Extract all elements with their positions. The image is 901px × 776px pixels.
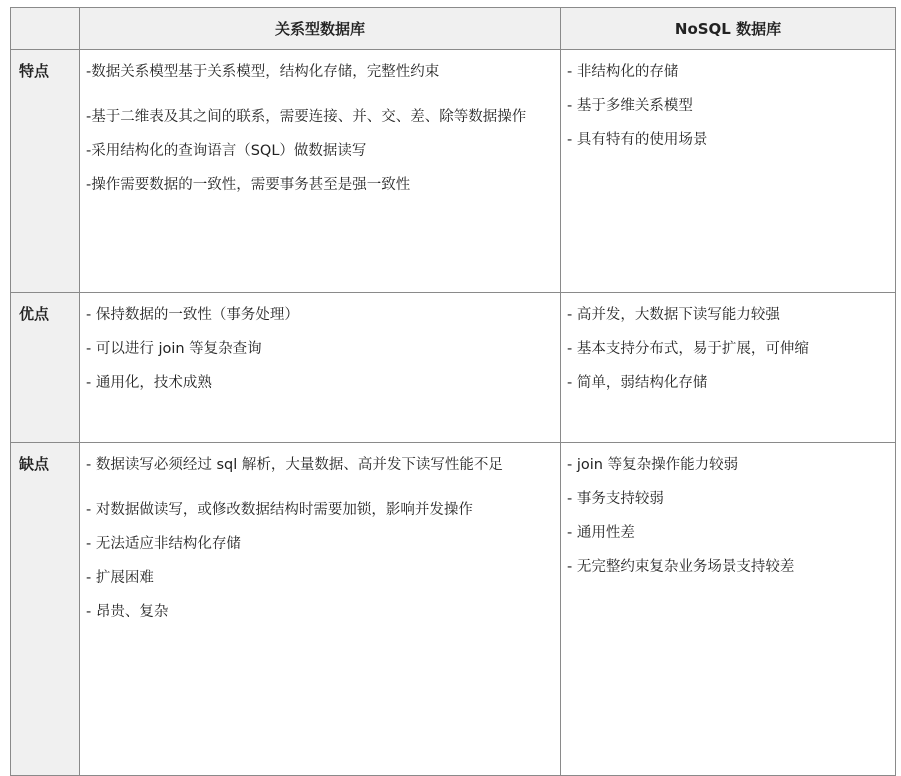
relational-features-cell <box>80 50 561 293</box>
list-item: - 通用性差 <box>567 525 635 541</box>
list-item: - 扩展困难 <box>86 570 154 586</box>
row-label-features: 特点 <box>11 50 80 293</box>
row-advantages <box>11 293 896 443</box>
relational-advantages-cell <box>80 293 561 443</box>
row-disadvantages <box>11 443 896 776</box>
list-item: - 高并发，大数据下读写能力较强 <box>567 307 780 323</box>
list-item: - 对数据做读写，或修改数据结构时需要加锁，影响并发操作 <box>86 502 473 518</box>
list-item: - 非结构化的存储 <box>567 64 679 80</box>
header-row <box>11 8 896 50</box>
list-item: - 可以进行 join 等复杂查询 <box>86 341 262 357</box>
list-item: - 数据读写必须经过 sql 解析，大量数据、高并发下读写性能不足 <box>86 457 503 473</box>
comparison-table <box>10 7 896 776</box>
header-relational: 关系型数据库 <box>80 8 561 50</box>
list-item: -采用结构化的查询语言（SQL）做数据读写 <box>86 143 367 159</box>
list-item: - 具有特有的使用场景 <box>567 132 708 148</box>
nosql-features-cell <box>561 50 896 293</box>
list-item: - 基本支持分布式，易于扩展，可伸缩 <box>567 341 809 357</box>
list-item: - 无法适应非结构化存储 <box>86 536 241 552</box>
list-item: - 基于多维关系模型 <box>567 98 693 114</box>
row-features <box>11 50 896 293</box>
list-item: - 事务支持较弱 <box>567 491 664 507</box>
relational-disadvantages-cell <box>80 443 561 776</box>
list-item: -数据关系模型基于关系模型，结构化存储，完整性约束 <box>86 64 440 80</box>
header-nosql: NoSQL 数据库 <box>561 8 896 50</box>
list-item: - 保持数据的一致性（事务处理） <box>86 307 299 323</box>
header-corner <box>11 8 80 50</box>
list-item: -基于二维表及其之间的联系，需要连接、并、交、差、除等数据操作 <box>86 109 527 125</box>
list-item: - join 等复杂操作能力较弱 <box>567 457 739 473</box>
list-item: - 简单，弱结构化存储 <box>567 375 708 391</box>
nosql-advantages-cell <box>561 293 896 443</box>
list-item: -操作需要数据的一致性，需要事务甚至是强一致性 <box>86 177 411 193</box>
row-label-advantages: 优点 <box>11 293 80 443</box>
list-item: - 无完整约束复杂业务场景支持较差 <box>567 559 795 575</box>
row-label-disadvantages: 缺点 <box>11 443 80 776</box>
list-item: - 通用化，技术成熟 <box>86 375 212 391</box>
nosql-disadvantages-cell <box>561 443 896 776</box>
list-item: - 昂贵、复杂 <box>86 604 169 620</box>
